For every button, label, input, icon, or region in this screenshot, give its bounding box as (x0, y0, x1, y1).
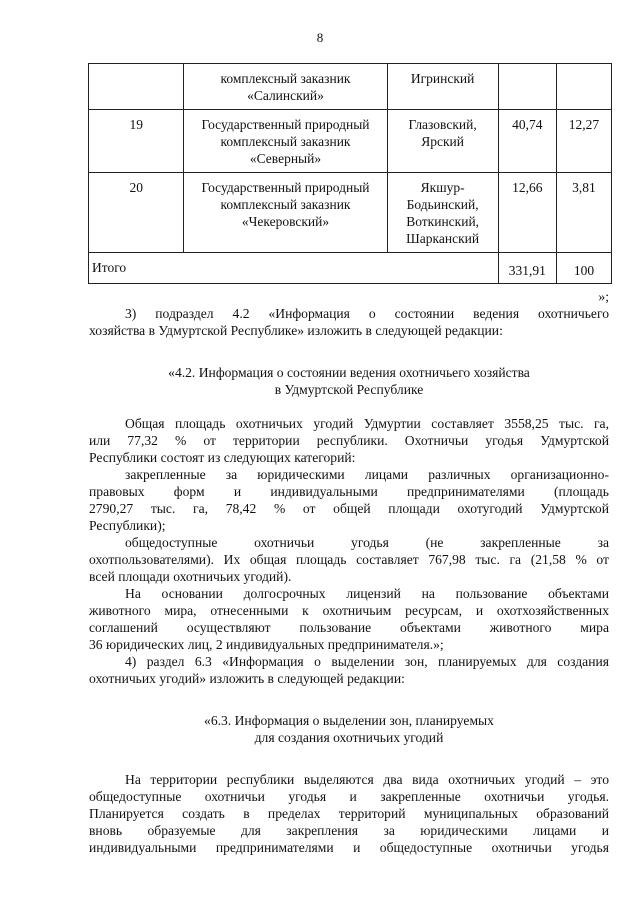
district-line: Якшур- (420, 180, 465, 195)
document-body (89, 288, 609, 856)
paragraph (89, 771, 609, 856)
district-cell (387, 173, 498, 253)
total-percent: 100 (556, 253, 611, 284)
reserve-name-cell (184, 173, 387, 253)
area-cell (498, 64, 556, 110)
text-line: 3) подраздел 4.2 «Информация о состоянии ведения охотничьего (125, 306, 609, 321)
reserve-name-line: комплексный заказник (220, 197, 351, 212)
paragraph (89, 534, 609, 585)
text-line: охотпользователями). Их общая площадь составляет 767,98 тыс. га (21,58 % от (89, 552, 609, 567)
reserve-name-cell (184, 64, 387, 110)
text-line: 2790,27 тыс. га, 78,42 % от общей площади охотугодий Удмуртской (89, 501, 609, 516)
area-cell: 40,74 (498, 110, 556, 173)
text-line: или 77,32 % от территории республики. Охотничьи угодья Удмуртской (89, 433, 609, 448)
text-line: хозяйства в Удмуртской Республике» изложить в следующей редакции: (89, 323, 503, 338)
district-line: Шарканский (406, 231, 480, 246)
section-4-2-heading (89, 364, 609, 398)
text-line: Республики состоят из следующих категорий: (89, 450, 356, 465)
amendment-item-4 (89, 653, 609, 687)
text-line: общедоступные охотничьи угодья и закрепленные охотничьи угодья. (89, 789, 609, 804)
text-line: охотничьих угодий» изложить в следующей редакции: (89, 671, 405, 686)
page-number: 8 (316, 30, 324, 45)
text-line: Планируется создать в пределах территорий муниципальных образований (89, 806, 609, 821)
reserve-name-line: комплексный заказник (220, 134, 351, 149)
reserve-name-line: «Салинский» (247, 88, 324, 103)
district-line: Воткинский, (406, 214, 480, 229)
text-line: Общая площадь охотничьих угодий Удмуртии составляет 3558,25 тыс. га, (125, 416, 609, 431)
district-cell (387, 64, 498, 110)
area-cell: 12,66 (498, 173, 556, 253)
reserves-table (88, 63, 612, 284)
district-line: Бодьинский, (406, 197, 479, 212)
district-line: Ярский (421, 134, 465, 149)
text-line: 36 юридических лиц, 2 индивидуальных предпринимателя.»; (89, 637, 444, 652)
text-line: закрепленные за юридическими лицами различных организационно- (125, 467, 609, 482)
district-cell (387, 110, 498, 173)
percent-cell (556, 64, 611, 110)
percent-cell: 12,27 (556, 110, 611, 173)
reserve-name-line: комплексный заказник (220, 71, 351, 86)
text-line: 4) раздел 6.3 «Информация о выделении зон, планируемых для создания (125, 654, 609, 669)
row-number-cell: 20 (89, 173, 184, 253)
table-total-row (89, 253, 612, 284)
table-row (89, 173, 612, 253)
district-line: Глазовский, (408, 117, 477, 132)
heading-line: «6.3. Информация о выделении зон, планируемых (204, 713, 494, 728)
amendment-item-3 (89, 305, 609, 339)
paragraph (89, 415, 609, 466)
text-line: вновь образуемые для закрепления за юридическими лицами и (89, 823, 609, 838)
paragraph (89, 585, 609, 653)
reserve-name-line: Государственный природный (201, 117, 370, 132)
text-line: общедоступные охотничьи угодья (не закрепленные за (125, 535, 609, 550)
text-line: На территории республики выделяются два вида охотничьих угодий – это (125, 772, 609, 787)
total-label: Итого (89, 253, 499, 284)
paragraph (89, 466, 609, 534)
heading-line: для создания охотничьих угодий (254, 730, 444, 745)
heading-line: в Удмуртской Республике (274, 382, 424, 397)
text-line: животного мира, отнесенными к охотничьим ресурсам, и охотхозяйственных (89, 603, 609, 618)
total-area: 331,91 (498, 253, 556, 284)
table-row (89, 110, 612, 173)
reserve-name-line: Государственный природный (201, 180, 370, 195)
heading-line: «4.2. Информация о состоянии ведения охотничьего хозяйства (168, 365, 530, 380)
row-number-cell: 19 (89, 110, 184, 173)
closing-quote: »; (598, 289, 609, 304)
text-line: Республики); (89, 518, 166, 533)
text-line: индивидуальными предпринимателями и общедоступные охотничьи угодья (89, 840, 609, 855)
district-line: Игринский (410, 71, 475, 86)
percent-cell: 3,81 (556, 173, 611, 253)
reserve-name-line: «Чекеровский» (241, 214, 330, 229)
reserve-name-line: «Северный» (249, 151, 322, 166)
text-line: всей площади охотничьих угодий). (89, 569, 292, 584)
table-row (89, 64, 612, 110)
reserve-name-cell (184, 110, 387, 173)
section-6-3-heading (89, 712, 609, 746)
text-line: правовых форм и индивидуальными предпринимателями (площадь (89, 484, 609, 499)
text-line: На основании долгосрочных лицензий на пользование объектами (125, 586, 609, 601)
text-line: соглашений осуществляют пользование объектами животного мира (89, 620, 609, 635)
row-number-cell (89, 64, 184, 110)
